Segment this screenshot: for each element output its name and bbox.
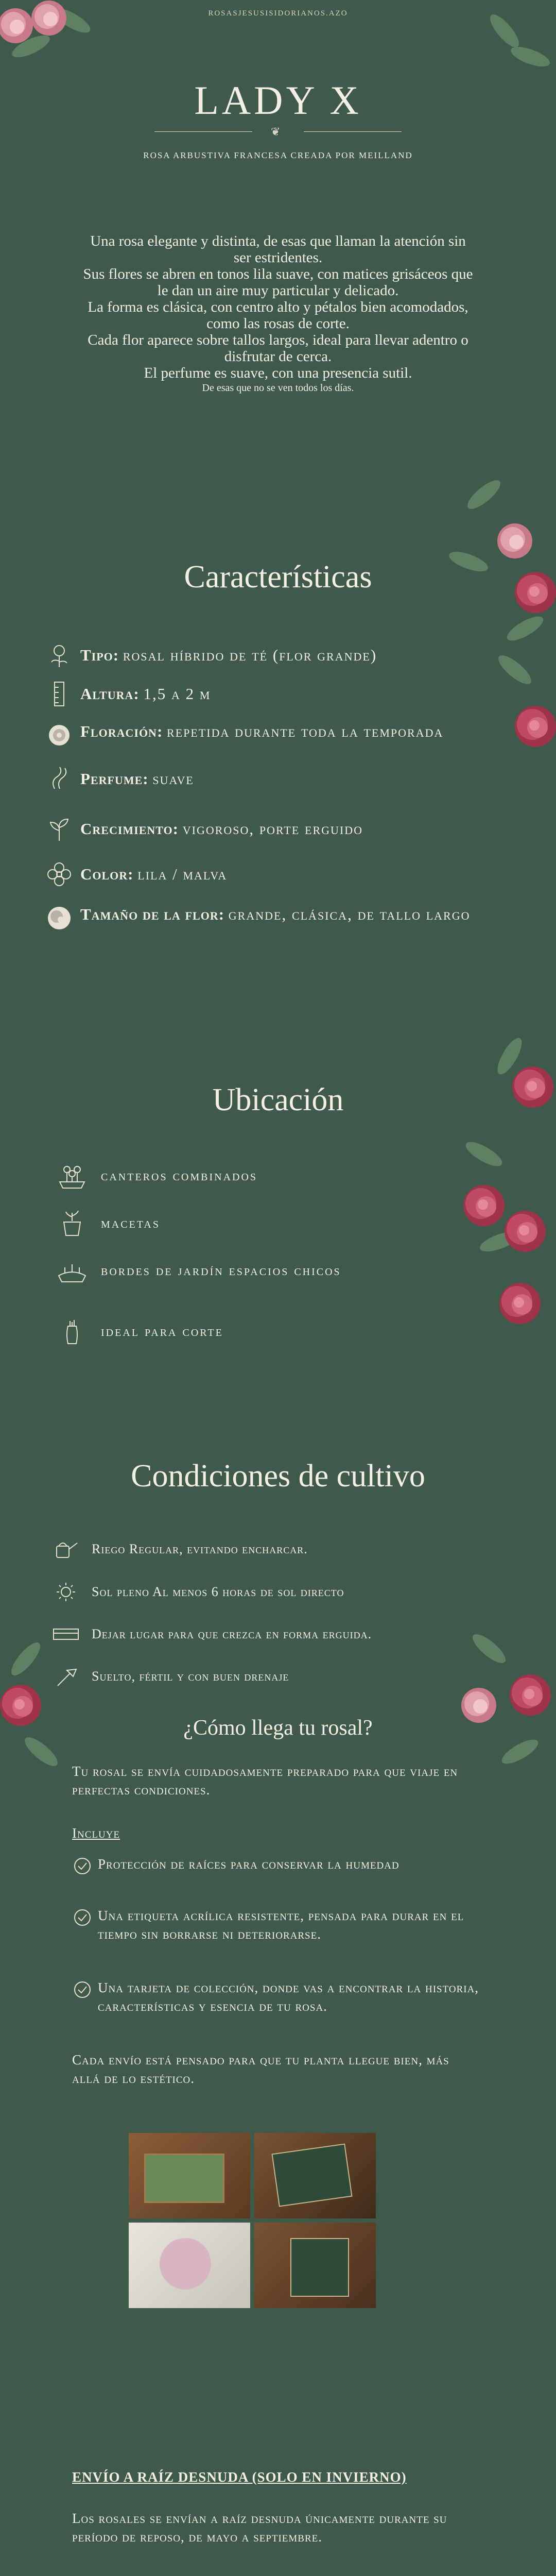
rose-bloom-icon — [45, 721, 73, 749]
rose-decoration-right-4 — [448, 1618, 556, 1783]
intro-line: le dan un aire muy particular y delicado. — [157, 282, 399, 299]
intro-line: como las rosas de corte. — [206, 315, 350, 332]
sun-icon — [51, 1581, 80, 1603]
subtitle: ROSA ARBUSTIVA FRANCESA CREADA POR MEILLAND — [143, 150, 413, 160]
location-item — [57, 1163, 257, 1189]
features-title: Características — [184, 560, 372, 595]
location-text: macetas — [101, 1215, 160, 1231]
title-divider-right — [304, 131, 402, 132]
package-photo — [129, 2223, 250, 2308]
intro-line: El perfume es suave, con una presencia sutil. — [144, 365, 412, 381]
cultivation-title: Condiciones de cultivo — [131, 1459, 425, 1494]
site-url: ROSASJESUSISIDORIANOS.AZO — [208, 9, 348, 18]
feature-color — [45, 860, 540, 888]
feature-label: Tipo: — [80, 646, 119, 664]
feature-bloom — [45, 721, 540, 749]
intro-line: ser estridentes. — [233, 249, 323, 266]
feature-value: vigoroso, porte erguido — [182, 820, 363, 838]
flower-bed-icon — [57, 1163, 88, 1189]
location-text: ideal para corte — [101, 1324, 223, 1340]
bare-root-title: ENVÍO A RAÍZ DESNUDA (SOLO EN INVIERNO) — [72, 2469, 407, 2485]
growth-icon — [45, 815, 73, 843]
cultivation-item — [51, 1623, 372, 1646]
feature-label: Perfume: — [80, 770, 149, 788]
intro-line: disfrutar de cerca. — [224, 348, 332, 365]
feature-label: Crecimiento: — [80, 820, 179, 838]
feature-label: Tamaño de la flor: — [80, 905, 225, 923]
flower-size-icon — [45, 904, 73, 932]
cultivation-item — [51, 1581, 344, 1603]
feature-label: Altura: — [80, 685, 140, 703]
feature-growth — [45, 815, 540, 843]
cultivation-item — [51, 1538, 308, 1561]
shipping-bullet — [72, 1978, 484, 2015]
rose-plant-icon — [45, 641, 73, 669]
intro-line: Sus flores se abren en tonos lila suave, con matices grisáceos que — [83, 266, 473, 282]
shipping-intro: Tu rosal se envía cuidadosamente preparado para que viaje en perfectas condiciones. — [72, 1764, 458, 1798]
watering-can-icon — [51, 1538, 80, 1561]
page-title: LADY X — [194, 78, 362, 123]
cultivation-text: Sol pleno Al menos 6 horas de sol directo — [92, 1584, 344, 1599]
vase-icon — [57, 1319, 88, 1345]
intro-text — [0, 233, 556, 395]
shipping-bullet — [72, 1906, 484, 1943]
cultivation-text: Dejar lugar para que crezca en forma erguida. — [92, 1626, 372, 1641]
feature-value: grande, clásica, de tallo largo — [228, 905, 471, 923]
bare-root-text-1: Los rosales se envían a raíz desnuda únicamente durante su período de reposo, de mayo a septiembre. — [72, 2511, 447, 2545]
title-divider-left — [154, 131, 252, 132]
location-text: canteros combinados — [101, 1168, 258, 1184]
location-item — [57, 1211, 160, 1236]
location-text: bordes de jardín espacios chicos — [101, 1263, 341, 1279]
package-photo-collage — [129, 2133, 376, 2308]
feature-height — [45, 680, 540, 708]
package-photo — [254, 2133, 376, 2218]
feature-value: repetida durante toda la temporada — [167, 722, 444, 740]
package-photo — [254, 2223, 376, 2308]
intro-line: Una rosa elegante y distinta, de esas que llaman la atención sin — [90, 233, 466, 249]
garden-border-icon — [57, 1258, 88, 1284]
shipping-closing: Cada envío está pensado para que tu planta llegue bien, más allá de lo estético. — [72, 2052, 449, 2086]
bullet-text: Protección de raíces para conservar la humedad — [98, 1856, 399, 1872]
check-circle-icon — [72, 1907, 93, 1928]
feature-value: 1,5 a 2 m — [143, 685, 211, 703]
location-item — [57, 1258, 341, 1284]
location-title: Ubicación — [212, 1082, 344, 1117]
package-photo — [129, 2133, 250, 2218]
feature-flower-size — [45, 904, 540, 932]
shipping-title: ¿Cómo llega tu rosal? — [183, 1716, 373, 1740]
scent-icon — [45, 765, 73, 793]
cultivation-item — [51, 1665, 289, 1688]
feature-value: rosal híbrido de té (flor grande) — [123, 646, 377, 664]
feature-value: lila / malva — [137, 865, 228, 883]
intro-line: La forma es clásica, con centro alto y pétalos bien acomodados, — [88, 299, 468, 315]
bullet-text: Una tarjeta de colección, donde vas a encontrar la historia, características y esencia de tu rosa. — [98, 1980, 479, 2014]
rose-decoration-left-1 — [0, 1638, 77, 1783]
pot-icon — [57, 1211, 88, 1236]
divider-ornament-icon: ❦ — [271, 125, 281, 138]
color-flower-icon — [45, 860, 73, 888]
shipping-bullet — [72, 1855, 484, 1876]
location-item — [57, 1319, 223, 1345]
cultivation-text: Suelto, fértil y con buen drenaje — [92, 1669, 289, 1684]
check-circle-icon — [72, 1979, 93, 2000]
intro-line: Cada flor aparece sobre tallos largos, ideal para llevar adentro o — [88, 332, 468, 348]
feature-type — [45, 641, 540, 669]
feature-label: Floración: — [80, 722, 163, 740]
cultivation-text: Riego Regular, evitando encharcar. — [92, 1541, 308, 1556]
feature-value: suave — [152, 770, 194, 788]
intro-footnote: De esas que no se ven todos los días. — [202, 382, 354, 394]
feature-scent — [45, 765, 540, 793]
includes-label: Incluye — [72, 1825, 120, 1841]
check-circle-icon — [72, 1856, 93, 1876]
feature-label: Color: — [80, 865, 134, 883]
bullet-text: Una etiqueta acrílica resistente, pensada para durar en el tiempo sin borrarse ni deteriorarse. — [98, 1908, 464, 1942]
ruler-icon — [45, 680, 73, 708]
